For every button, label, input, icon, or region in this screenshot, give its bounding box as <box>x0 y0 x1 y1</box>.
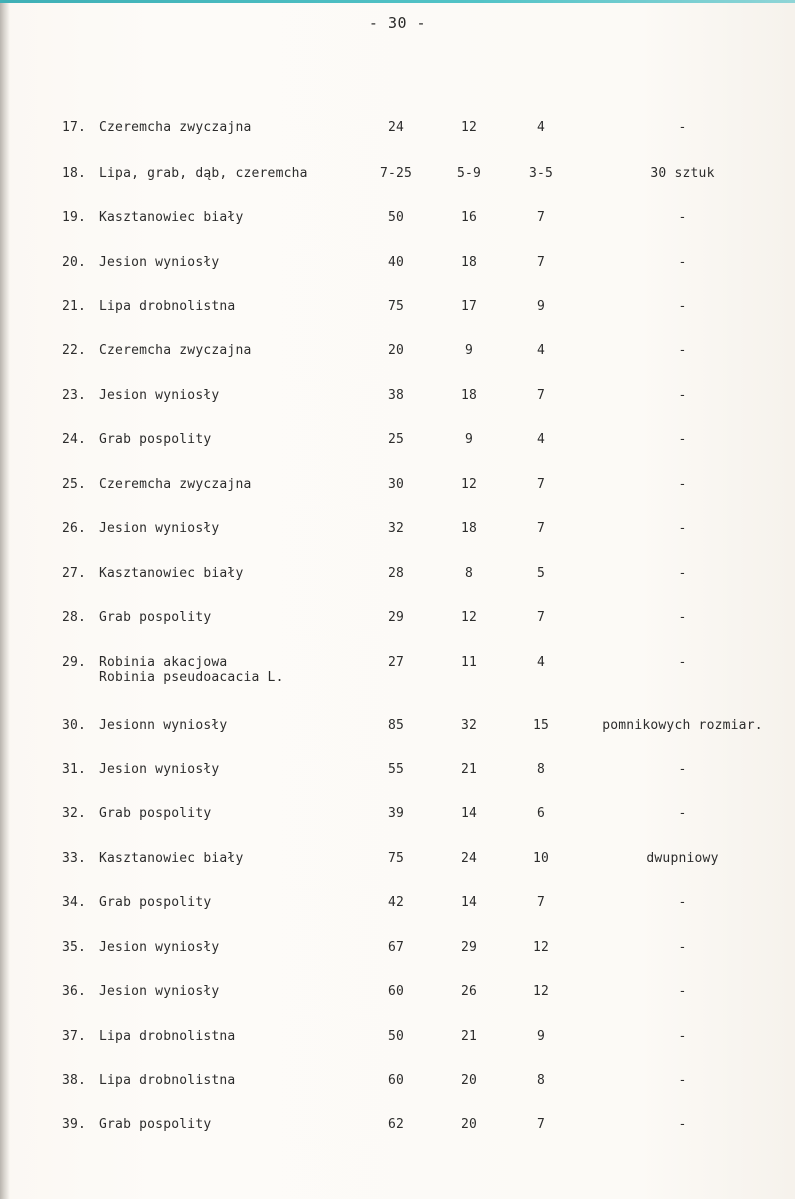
row-note: - <box>678 1117 687 1132</box>
tree-species-latin-name: Robinia pseudoacacia L. <box>99 670 284 685</box>
tree-species-name-line: Jesion wyniosły <box>99 388 220 403</box>
tree-species-name <box>99 566 369 581</box>
row-note: - <box>678 210 687 225</box>
row-note: - <box>678 984 687 999</box>
row-note: - <box>678 343 687 358</box>
row-note: - <box>678 566 687 581</box>
measurement-value-1: 39 <box>387 806 405 821</box>
tree-species-name <box>99 1117 369 1132</box>
measurement-value-2: 9 <box>464 432 474 447</box>
table-row <box>0 851 795 871</box>
measurement-value-1: 42 <box>387 895 405 910</box>
row-note: - <box>678 655 687 670</box>
measurement-value-2: 18 <box>460 255 478 270</box>
tree-species-name <box>99 1029 369 1044</box>
table-row <box>0 120 795 140</box>
tree-species-name <box>99 343 369 358</box>
measurement-value-2: 12 <box>460 610 478 625</box>
tree-species-name <box>99 718 369 733</box>
row-note: - <box>678 432 687 447</box>
measurement-value-2: 21 <box>460 762 478 777</box>
page-number: - 30 - <box>368 14 427 32</box>
tree-species-name-line: Kasztanowiec biały <box>99 210 244 225</box>
row-number: 22. <box>62 343 87 358</box>
measurement-value-3: 15 <box>532 718 550 733</box>
measurement-value-3: 4 <box>536 655 546 670</box>
measurement-value-3: 7 <box>536 1117 546 1132</box>
table-row <box>0 762 795 782</box>
table-row <box>0 610 795 630</box>
measurement-value-1: 27 <box>387 655 405 670</box>
tree-species-name-line: Lipa drobnolistna <box>99 1029 236 1044</box>
row-note: - <box>678 477 687 492</box>
row-note: 30 sztuk <box>650 166 715 181</box>
tree-species-name <box>99 851 369 866</box>
table-row <box>0 566 795 586</box>
tree-species-name-line: Kasztanowiec biały <box>99 566 244 581</box>
measurement-value-1: 30 <box>387 477 405 492</box>
measurement-value-3: 7 <box>536 895 546 910</box>
tree-species-name <box>99 610 369 625</box>
row-number: 32. <box>62 806 87 821</box>
row-note: - <box>678 521 687 536</box>
tree-species-name <box>99 806 369 821</box>
row-number: 34. <box>62 895 87 910</box>
measurement-value-1: 40 <box>387 255 405 270</box>
tree-species-name-line: Jesion wyniosły <box>99 984 220 999</box>
measurement-value-1: 25 <box>387 432 405 447</box>
row-number: 28. <box>62 610 87 625</box>
row-number: 30. <box>62 718 87 733</box>
measurement-value-3: 7 <box>536 210 546 225</box>
row-note: dwupniowy <box>646 851 719 866</box>
tree-species-name <box>99 895 369 910</box>
tree-species-name <box>99 210 369 225</box>
row-note: - <box>678 806 687 821</box>
table-row <box>0 210 795 230</box>
scan-top-border <box>0 0 795 3</box>
measurement-value-1: 38 <box>387 388 405 403</box>
measurement-value-2: 18 <box>460 521 478 536</box>
measurement-value-2: 26 <box>460 984 478 999</box>
measurement-value-3: 7 <box>536 521 546 536</box>
measurement-value-3: 9 <box>536 299 546 314</box>
measurement-value-1: 60 <box>387 984 405 999</box>
measurement-value-1: 29 <box>387 610 405 625</box>
tree-species-name-line: Grab pospolity <box>99 895 212 910</box>
tree-species-name-line: Lipa drobnolistna <box>99 1073 236 1088</box>
measurement-value-3: 9 <box>536 1029 546 1044</box>
tree-species-name-line: Grab pospolity <box>99 432 212 447</box>
measurement-value-1: 85 <box>387 718 405 733</box>
table-row <box>0 655 795 685</box>
tree-species-name-line: Jesion wyniosły <box>99 521 220 536</box>
tree-species-name-line: Czeremcha zwyczajna <box>99 343 252 358</box>
tree-species-name <box>99 1073 369 1088</box>
row-note: - <box>678 895 687 910</box>
measurement-value-2: 12 <box>460 120 478 135</box>
measurement-value-2: 32 <box>460 718 478 733</box>
measurement-value-3: 8 <box>536 762 546 777</box>
measurement-value-1: 60 <box>387 1073 405 1088</box>
tree-species-name <box>99 521 369 536</box>
table-row <box>0 940 795 960</box>
measurement-value-3: 7 <box>536 477 546 492</box>
row-note: - <box>678 610 687 625</box>
row-note: - <box>678 940 687 955</box>
table-row <box>0 1073 795 1093</box>
tree-species-name <box>99 762 369 777</box>
row-number: 23. <box>62 388 87 403</box>
table-row <box>0 718 795 738</box>
row-number: 19. <box>62 210 87 225</box>
row-number: 24. <box>62 432 87 447</box>
row-number: 27. <box>62 566 87 581</box>
measurement-value-1: 24 <box>387 120 405 135</box>
row-number: 17. <box>62 120 87 135</box>
table-row <box>0 1029 795 1049</box>
row-note: - <box>678 255 687 270</box>
table-row <box>0 806 795 826</box>
row-number: 39. <box>62 1117 87 1132</box>
row-note: pomnikowych rozmiar. <box>602 718 763 733</box>
row-note: - <box>678 1029 687 1044</box>
tree-species-name-line: Grab pospolity <box>99 610 212 625</box>
table-row <box>0 521 795 541</box>
tree-species-name <box>99 655 369 685</box>
tree-species-name <box>99 432 369 447</box>
tree-species-name <box>99 984 369 999</box>
table-row <box>0 388 795 408</box>
measurement-value-1: 50 <box>387 1029 405 1044</box>
measurement-value-1: 67 <box>387 940 405 955</box>
measurement-value-1: 20 <box>387 343 405 358</box>
measurement-value-1: 7-25 <box>379 166 413 181</box>
tree-species-name <box>99 299 369 314</box>
tree-species-name-line: Jesion wyniosły <box>99 255 220 270</box>
table-row <box>0 299 795 319</box>
measurement-value-3: 10 <box>532 851 550 866</box>
measurement-value-3: 7 <box>536 255 546 270</box>
tree-species-name <box>99 477 369 492</box>
row-note: - <box>678 388 687 403</box>
measurement-value-1: 75 <box>387 851 405 866</box>
tree-species-name-line: Lipa, grab, dąb, czeremcha <box>99 166 308 181</box>
row-number: 18. <box>62 166 87 181</box>
row-note: - <box>678 762 687 777</box>
measurement-value-3: 12 <box>532 940 550 955</box>
row-number: 31. <box>62 762 87 777</box>
measurement-value-3: 12 <box>532 984 550 999</box>
table-row <box>0 477 795 497</box>
tree-species-name-line: Robinia akacjowa <box>99 655 228 670</box>
row-number: 33. <box>62 851 87 866</box>
measurement-value-1: 50 <box>387 210 405 225</box>
measurement-value-3: 4 <box>536 120 546 135</box>
tree-species-name <box>99 940 369 955</box>
tree-species-name-line: Grab pospolity <box>99 1117 212 1132</box>
row-number: 37. <box>62 1029 87 1044</box>
measurement-value-2: 12 <box>460 477 478 492</box>
measurement-value-3: 8 <box>536 1073 546 1088</box>
measurement-value-2: 18 <box>460 388 478 403</box>
tree-species-name-line: Czeremcha zwyczajna <box>99 477 252 492</box>
table-row <box>0 432 795 452</box>
tree-species-name-line: Grab pospolity <box>99 806 212 821</box>
row-number: 20. <box>62 255 87 270</box>
table-row <box>0 166 795 186</box>
table-row <box>0 1117 795 1137</box>
measurement-value-3: 5 <box>536 566 546 581</box>
measurement-value-2: 14 <box>460 895 478 910</box>
measurement-value-1: 62 <box>387 1117 405 1132</box>
row-note: - <box>678 1073 687 1088</box>
row-number: 21. <box>62 299 87 314</box>
measurement-value-1: 28 <box>387 566 405 581</box>
measurement-value-2: 11 <box>460 655 478 670</box>
measurement-value-2: 9 <box>464 343 474 358</box>
tree-species-name-line: Czeremcha zwyczajna <box>99 120 252 135</box>
row-number: 25. <box>62 477 87 492</box>
measurement-value-2: 14 <box>460 806 478 821</box>
table-row <box>0 984 795 1004</box>
table-row <box>0 255 795 275</box>
tree-species-name <box>99 120 369 135</box>
row-number: 38. <box>62 1073 87 1088</box>
tree-species-name <box>99 388 369 403</box>
measurement-value-3: 3-5 <box>528 166 554 181</box>
measurement-value-1: 55 <box>387 762 405 777</box>
tree-species-name-line: Jesion wyniosły <box>99 762 220 777</box>
table-row <box>0 343 795 363</box>
measurement-value-3: 7 <box>536 610 546 625</box>
measurement-value-3: 4 <box>536 432 546 447</box>
measurement-value-2: 20 <box>460 1073 478 1088</box>
measurement-value-2: 24 <box>460 851 478 866</box>
tree-species-name-line: Kasztanowiec biały <box>99 851 244 866</box>
tree-species-name-line: Jesionn wyniosły <box>99 718 228 733</box>
row-number: 35. <box>62 940 87 955</box>
row-number: 36. <box>62 984 87 999</box>
measurement-value-3: 6 <box>536 806 546 821</box>
tree-species-name-line: Lipa drobnolistna <box>99 299 236 314</box>
row-note: - <box>678 299 687 314</box>
row-note: - <box>678 120 687 135</box>
measurement-value-2: 21 <box>460 1029 478 1044</box>
measurement-value-2: 16 <box>460 210 478 225</box>
table-row <box>0 895 795 915</box>
measurement-value-2: 17 <box>460 299 478 314</box>
measurement-value-1: 75 <box>387 299 405 314</box>
tree-species-name <box>99 166 369 181</box>
tree-species-name <box>99 255 369 270</box>
measurement-value-2: 20 <box>460 1117 478 1132</box>
measurement-value-3: 4 <box>536 343 546 358</box>
tree-species-name-line: Jesion wyniosły <box>99 940 220 955</box>
measurement-value-1: 32 <box>387 521 405 536</box>
measurement-value-2: 5-9 <box>456 166 482 181</box>
measurement-value-2: 29 <box>460 940 478 955</box>
measurement-value-3: 7 <box>536 388 546 403</box>
row-number: 29. <box>62 655 87 670</box>
measurement-value-2: 8 <box>464 566 474 581</box>
row-number: 26. <box>62 521 87 536</box>
